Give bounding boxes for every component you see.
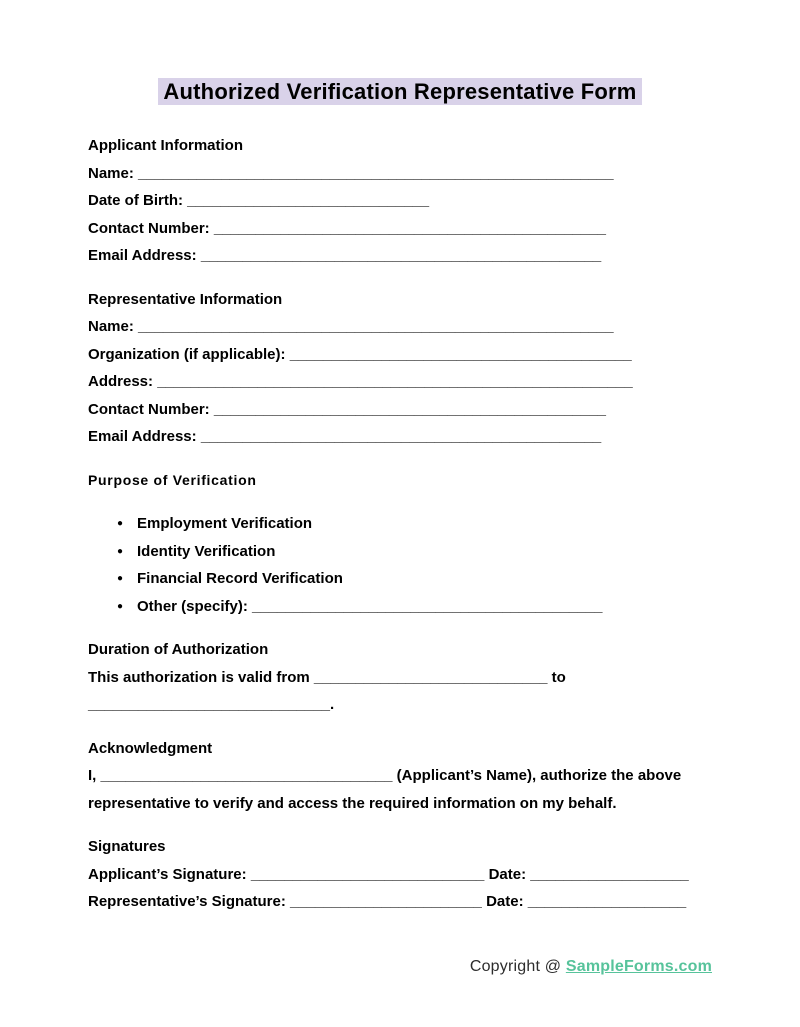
field-label: Address: [88, 373, 154, 390]
fill-in-line: ___________________________________ [100, 767, 393, 784]
signature-row-applicant [88, 861, 712, 889]
bullet-icon: ● [117, 573, 124, 584]
fill-in-line: ________________________________________________ [200, 247, 602, 264]
date-line: ___________________ [530, 865, 689, 883]
field-row-representative-contact [88, 396, 712, 424]
field-row-date-of-birth [88, 187, 712, 215]
field-label: Organization (if applicable): [88, 345, 286, 363]
field-row-address [88, 368, 712, 396]
bullet-icon: ● [117, 600, 124, 612]
signature-label: Representative’s Signature: [88, 893, 286, 910]
field-label: Email Address: [88, 428, 197, 445]
purpose-list [88, 510, 712, 620]
page-title [88, 0, 712, 107]
duration-line-1 [88, 664, 712, 692]
bullet-icon: ● [117, 545, 124, 557]
section-purpose-of-verification [88, 467, 712, 621]
list-item-label: Financial Record Verification [137, 570, 343, 587]
duration-line-2 [88, 691, 712, 719]
signature-row-representative [88, 888, 712, 916]
bullet-icon: ● [117, 518, 124, 529]
field-row-organization [88, 341, 712, 369]
list-item-label: Identity Verification [137, 542, 276, 560]
field-row-applicant-email [88, 242, 712, 270]
field-row-representative-email [88, 423, 712, 451]
duration-of-authorization-heading: Duration of Authorization [88, 641, 269, 658]
list-item-label: Other (specify): [137, 597, 248, 615]
fill-in-line: __________________________________________ [252, 597, 603, 615]
fill-in-line: ________________________________________________ [200, 428, 602, 445]
field-label: Email Address: [88, 247, 197, 264]
list-item-other-specify [88, 593, 712, 621]
date-label: Date: [486, 893, 524, 910]
purpose-of-verification-heading: Purpose of Verification [88, 471, 257, 488]
field-row-applicant-name [88, 160, 712, 188]
field-label: Date of Birth: [88, 192, 183, 209]
section-representative-information [88, 286, 712, 451]
field-label: Contact Number: [88, 400, 210, 418]
list-item-financial-record-verification [88, 565, 712, 593]
field-row-representative-name [88, 313, 712, 341]
acknowledgment-heading: Acknowledgment [88, 739, 213, 757]
section-duration-of-authorization [88, 636, 712, 719]
fill-in-line: _______________________________________________ [213, 400, 606, 418]
signature-line: ____________________________ [250, 865, 485, 883]
section-applicant-information [88, 132, 712, 270]
fill-in-line: _____________________________ [187, 192, 430, 209]
fill-in-line: _________________________________________________________ [138, 318, 614, 335]
acknowledgment-text: (Applicant’s Name), authorize the above [396, 767, 682, 784]
fill-in-line: _________________________________________ [289, 345, 632, 363]
title-highlight: Authorized Verification Representative Form [158, 78, 641, 105]
acknowledgment-text: I, [88, 767, 97, 784]
date-line: ___________________ [527, 893, 687, 910]
list-item-label: Employment Verification [137, 515, 313, 532]
acknowledgment-line-1 [88, 762, 712, 790]
signature-label: Applicant’s Signature: [88, 865, 247, 883]
acknowledgment-line-2: representative to verify and access the required information on my behalf. [88, 794, 617, 812]
field-row-applicant-contact [88, 215, 712, 243]
field-label: Name: [88, 164, 134, 182]
fill-in-line: _________________________________________________________ [157, 373, 633, 390]
signature-line: _______________________ [290, 893, 482, 910]
fill-in-line: _____________________________ [88, 696, 330, 713]
copyright-text: Copyright @ [469, 957, 562, 975]
footer [88, 953, 712, 980]
representative-information-heading: Representative Information [88, 290, 283, 308]
field-label: Name: [88, 318, 134, 335]
sampleforms-link[interactable]: SampleForms.com [565, 957, 712, 975]
list-item-employment-verification [88, 510, 712, 538]
signatures-heading: Signatures [88, 838, 166, 855]
list-item-identity-verification [88, 538, 712, 566]
field-label: Contact Number: [88, 219, 210, 237]
duration-text: This authorization is valid from [88, 668, 310, 686]
fill-in-line: _______________________________________________ [213, 219, 606, 237]
duration-text: to [551, 668, 566, 686]
fill-in-line: _________________________________________________________ [138, 164, 614, 182]
duration-text: . [329, 696, 335, 713]
section-signatures [88, 833, 712, 916]
applicant-information-heading: Applicant Information [88, 137, 243, 154]
fill-in-line: ____________________________ [313, 668, 548, 686]
date-label: Date: [488, 865, 527, 883]
section-acknowledgment [88, 735, 712, 818]
